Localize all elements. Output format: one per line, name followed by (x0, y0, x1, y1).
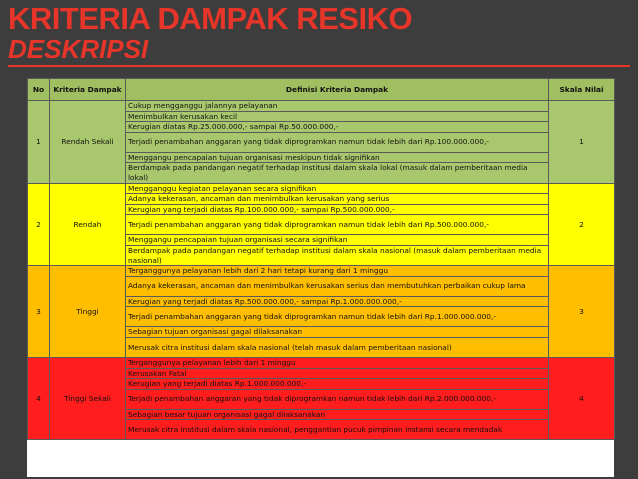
definition-cell: Kerugian yang terjadi diatas Rp.1.000.000.000,- (126, 379, 549, 390)
row-number: 4 (28, 357, 50, 439)
definition-cell: Merusak citra institusi dalam skala nasional (telah masuk dalam pemberitaan nasional) (126, 337, 549, 357)
header-definisi: Definisi Kriteria Dampak (126, 79, 549, 101)
header-kriteria: Kriteria Dampak (50, 79, 126, 101)
row-skala: 2 (549, 183, 615, 266)
definition-cell: Menimbulkan kerusakan kecil (126, 111, 549, 122)
definition-cell: Berdampak pada pandangan negatif terhadap institusi dalam skala nasional (masuk dalam pemberitaan media nasional) (126, 245, 549, 265)
definition-cell: Kerugian diatas Rp.25.000.000,- sampai Rp.50.000.000,- (126, 122, 549, 133)
row-skala: 1 (549, 101, 615, 184)
header-skala: Skala Nilai (549, 79, 615, 101)
definition-cell: Kerugian yang terjadi diatas Rp.500.000.000,- sampai Rp.1.000.000.000,- (126, 296, 549, 307)
definition-cell: Terganggunya pelayanan lebih dari 2 hari tetapi kurang dari 1 minggu (126, 266, 549, 277)
definition-cell: Menggangu pencapaian tujuan organisasi secara signifikan (126, 235, 549, 246)
definition-cell: Terjadi penambahan anggaran yang tidak diprogramkan namun tidak lebih dari Rp.1.000.000.000,- (126, 307, 549, 327)
definition-cell: Terganggunya pelayanan lebih dari 1 minggu (126, 357, 549, 368)
slide-subtitle: DESKRIPSI (8, 34, 149, 64)
table-row (28, 266, 615, 277)
definition-cell: Terjadi penambahan anggaran yang tidak diprogramkan namun tidak lebih dari Rp.2.000.000.000,- (126, 389, 549, 409)
definition-cell: Terjadi penambahan anggaran yang tidak diprogramkan namun tidak lebih dari Rp.100.000.000,- (126, 132, 549, 152)
row-kriteria: Rendah (50, 183, 126, 266)
table-row (28, 101, 615, 112)
row-number: 3 (28, 266, 50, 358)
definition-cell: Berdampak pada pandangan negatif terhadap institusi dalam skala lokal (masuk dalam pemberitaan media lokal) (126, 163, 549, 183)
row-kriteria: Tinggi (50, 266, 126, 358)
definition-cell: Kerugian yang terjadi diatas Rp.100.000.000,- sampai Rp.500.000.000,- (126, 204, 549, 215)
table-row (28, 357, 615, 368)
risk-criteria-table (27, 78, 615, 440)
definition-cell: Kerusakan Fatal (126, 368, 549, 379)
title-divider (8, 65, 630, 67)
row-skala: 3 (549, 266, 615, 358)
definition-cell: Sebagian besar tujuan organisasi gagal dilaksanakan (126, 409, 549, 420)
slide-title: KRITERIA DAMPAK RESIKO (8, 1, 413, 36)
definition-cell: Adanya kekerasan, ancaman dan menimbulkan kerusakan yang serius (126, 194, 549, 205)
row-kriteria: Rendah Sekali (50, 101, 126, 184)
row-number: 1 (28, 101, 50, 184)
definition-cell: Menggangu pencapaian tujuan organisasi meskipun tidak signifikan (126, 152, 549, 163)
row-kriteria: Tinggi Sekali (50, 357, 126, 439)
row-skala: 4 (549, 357, 615, 439)
row-number: 2 (28, 183, 50, 266)
definition-cell: Mengganggu kegiatan pelayanan secara signifikan (126, 183, 549, 194)
definition-cell: Adanya kekerasan, ancaman dan menimbulkan kerusakan serius dan membutuhkan perbaikan cukup lama (126, 276, 549, 296)
definition-cell: Merusak citra institusi dalam skala nasional, penggantian pucuk pimpinan instansi secara mendadak (126, 420, 549, 440)
definition-cell: Terjadi penambahan anggaran yang tidak diprogramkan namun tidak lebih dari Rp.500.000.000,- (126, 215, 549, 235)
header-no: No (28, 79, 50, 101)
table-row (28, 183, 615, 194)
risk-criteria-table-container (27, 78, 614, 477)
definition-cell: Sebagian tujuan organisasi gagal dilaksanakan (126, 327, 549, 338)
definition-cell: Cukup mengganggu jalannya pelayanan (126, 101, 549, 112)
